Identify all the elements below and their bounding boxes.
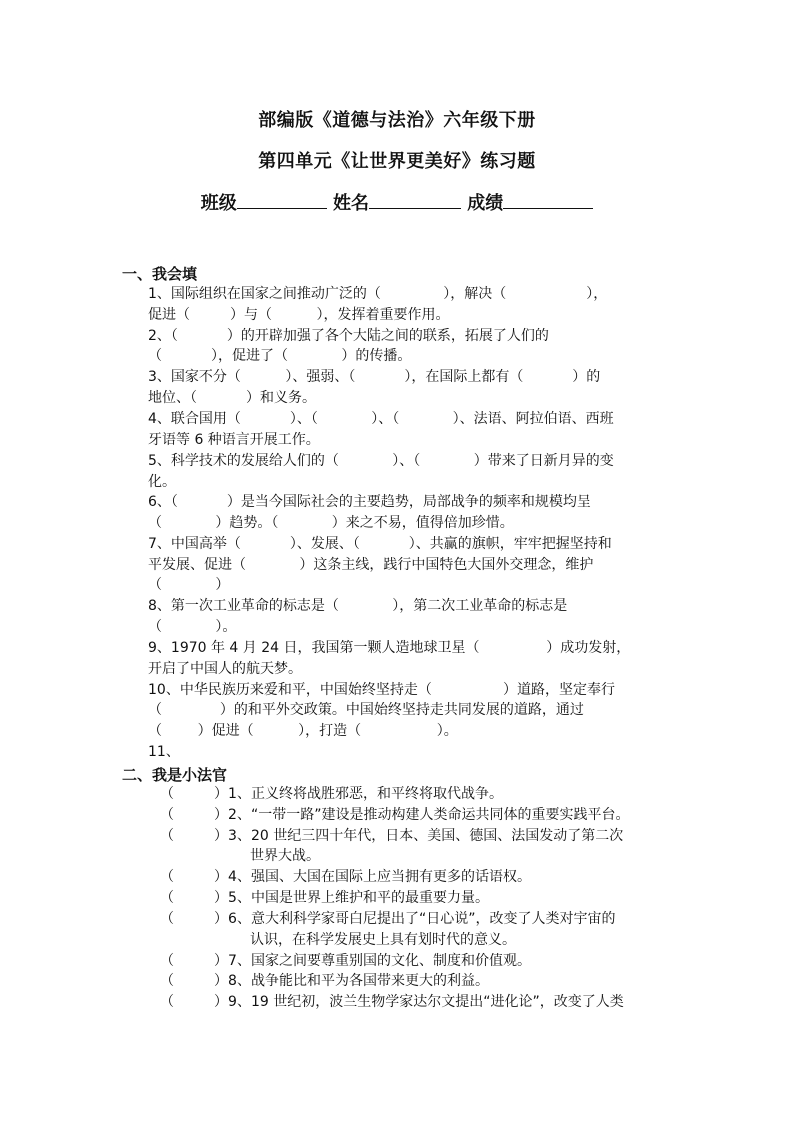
section-heading-judge: 二、我是小法官 [122, 766, 228, 784]
fill-line: 11、 [148, 744, 180, 760]
fill-line: 化。 [148, 474, 176, 490]
name-label: 姓名 [333, 193, 369, 214]
fill-line: （ ）趋势。（ ）来之不易，值得倍加珍惜。 [148, 515, 514, 531]
fill-line: 地位、（ ）和义务。 [148, 390, 316, 406]
judge-line: （ ）5、中国是世界上维护和平的最重要力量。 [160, 890, 489, 906]
fill-line: 8、第一次工业革命的标志是（ ），第二次工业革命的标志是 [148, 598, 568, 614]
judge-line: （ ）2、“一带一路”建设是推动构建人类命运共同体的重要实践平台。 [160, 807, 630, 823]
score-blank[interactable] [503, 190, 593, 209]
fill-line: 4、联合国用（ ）、（ ）、（ ）、法语、阿拉伯语、西班 [148, 411, 614, 427]
fill-line: 10、中华民族历来爱和平，中国始终坚持走（ ）道路，坚定奉行 [148, 682, 616, 698]
document-title: 部编版《道德与法治》六年级下册 [258, 110, 536, 131]
fill-line: （ ）促进（ ），打造（ ）。 [148, 723, 458, 739]
fill-line: 6、（ ）是当今国际社会的主要趋势，局部战争的频率和规模均呈 [148, 494, 591, 510]
score-label: 成绩 [467, 193, 504, 214]
judge-line: （ ）4、强国、大国在国际上应当拥有更多的话语权。 [160, 869, 531, 885]
judge-line: （ ）8、战争能比和平为各国带来更大的利益。 [160, 973, 489, 989]
judge-line: （ ）9、19 世纪初，波兰生物学家达尔文提出“进化论”，改变了人类 [160, 994, 624, 1010]
judge-line: （ ）7、国家之间要尊重别国的文化、制度和价值观。 [160, 953, 531, 969]
class-label: 班级 [200, 193, 237, 214]
fill-line: 7、中国高举（ ）、发展、（ ）、共赢的旗帜，牢牢把握坚持和 [148, 536, 612, 552]
judge-line: （ ）6、意大利科学家哥白尼提出了“日心说”，改变了人类对宇宙的 [160, 911, 616, 927]
name-blank[interactable] [369, 190, 461, 209]
fill-line: 开启了中国人的航天梦。 [148, 661, 302, 677]
student-info-row [0, 189, 794, 215]
class-blank[interactable] [237, 190, 327, 209]
fill-line: 平发展、促进（ ）这条主线，践行中国特色大国外交理念，维护 [148, 557, 594, 573]
fill-line: 5、科学技术的发展给人们的（ ）、（ ）带来了日新月异的变 [148, 453, 614, 469]
section-heading-fill: 一、我会填 [122, 265, 198, 283]
fill-line: 1、国际组织在国家之间推动广泛的（ ），解决（ ）， [148, 286, 608, 302]
fill-line: （ ），促进了（ ）的传播。 [148, 348, 412, 364]
fill-line: 3、国家不分（ ）、强弱、（ ），在国际上都有（ ）的 [148, 369, 601, 385]
fill-line: 2、（ ）的开辟加强了各个大陆之间的联系，拓展了人们的 [148, 328, 549, 344]
judge-line: 世界大战。 [250, 848, 320, 864]
fill-line: （ ）。 [148, 619, 237, 635]
document-subtitle: 第四单元《让世界更美好》练习题 [258, 151, 536, 172]
judge-line: 认识，在科学发展史上具有划时代的意义。 [250, 932, 516, 948]
fill-line: 促进（ ）与（ ），发挥着重要作用。 [148, 307, 450, 323]
fill-line: （ ）的和平外交政策。中国始终坚持走共同发展的道路，通过 [148, 702, 584, 718]
fill-line: 9、1970 年 4 月 24 日，我国第一颗人造地球卫星（ ）成功发射， [148, 640, 631, 656]
fill-line: （ ） [148, 577, 230, 593]
judge-line: （ ）1、正义终将战胜邪恶，和平终将取代战争。 [160, 786, 503, 802]
fill-line: 牙语等 6 种语言开展工作。 [148, 432, 320, 448]
judge-line: （ ）3、20 世纪三四十年代，日本、美国、德国、法国发动了第二次 [160, 828, 624, 844]
